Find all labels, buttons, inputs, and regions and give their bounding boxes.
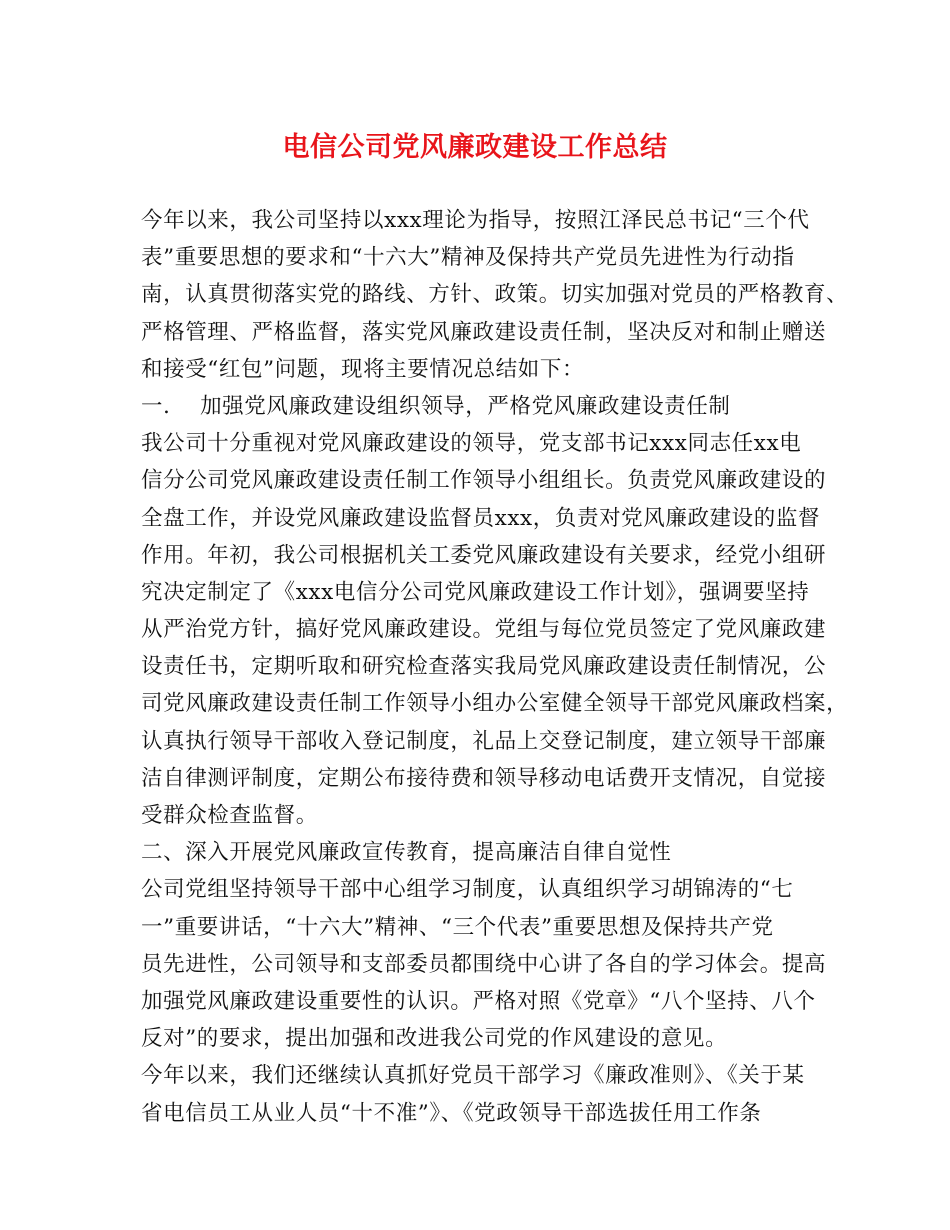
body-line: 表”重要思想的要求和“十六大”精神及保持共产党员先进性为行动指: [141, 245, 795, 271]
body-line: 洁自律测评制度，定期公布接待费和领导移动电话费开支情况，自觉接: [141, 765, 827, 791]
body-line: 今年以来，我们还继续认真抓好党员干部学习《廉政准则》、《关于某: [141, 1063, 805, 1089]
document-body: [141, 202, 849, 1132]
body-line: 全盘工作，并设党风廉政建设监督员xxx，负责对党风廉政建设的监督: [141, 505, 821, 531]
body-line: 作用。年初，我公司根据机关工委党风廉政建设有关要求，经党小组研: [141, 542, 827, 568]
body-line: 南，认真贯彻落实党的路线、方针、政策。切实加强对党员的严格教育、: [141, 282, 849, 308]
body-line: 究决定制定了《xxx电信分公司党风廉政建设工作计划》，强调要坚持: [141, 579, 810, 605]
document-title: 电信公司党风廉政建设工作总结: [282, 132, 668, 163]
body-line: 和接受“红包”问题，现将主要情况总结如下：: [141, 356, 585, 382]
body-line: 设责任书，定期听取和研究检查落实我局党风廉政建设责任制情况，公: [141, 654, 827, 680]
body-line: 公司党组坚持领导干部中心组学习制度，认真组织学习胡锦涛的“七: [141, 877, 794, 903]
body-line: 司党风廉政建设责任制工作领导小组办公室健全领导干部党风廉政档案，: [141, 691, 849, 717]
body-line: 信分公司党风廉政建设责任制工作领导小组组长。负责党风廉政建设的: [141, 468, 827, 494]
body-line: 反对”的要求，提出加强和改进我公司党的作风建设的意见。: [141, 1026, 728, 1052]
body-line: 一”重要讲话，“十六大”精神、“三个代表”重要思想及保持共产党: [141, 914, 774, 940]
body-line: 认真执行领导干部收入登记制度，礼品上交登记制度，建立领导干部廉: [141, 728, 827, 754]
body-line: 从严治党方针，搞好党风廉政建设。党组与每位党员签定了党风廉政建: [141, 617, 827, 643]
section-heading-2: 二、深入开展党风廉政宣传教育，提高廉洁自律自觉性: [141, 840, 672, 866]
body-line: 严格管理、严格监督，落实党风廉政建设责任制，坚决反对和制止赠送: [141, 319, 827, 345]
body-line: 我公司十分重视对党风廉政建设的领导，党支部书记xxx同志任xx电: [141, 431, 802, 457]
body-line: 加强党风廉政建设重要性的认识。严格对照《党章》“八个坚持、八个: [141, 988, 816, 1014]
body-line: 今年以来，我公司坚持以xxx理论为指导，按照江泽民总书记“三个代: [141, 208, 810, 233]
body-line: 受群众检查监督。: [141, 803, 318, 828]
body-line: 员先进性，公司领导和支部委员都围绕中心讲了各自的学习体会。提高: [141, 951, 827, 977]
section-heading-1: 一． 加强党风廉政建设组织领导，严格党风廉政建设责任制: [141, 393, 731, 419]
body-line: 省电信员工从业人员“十不准”》、《党政领导干部选拔任用工作条: [141, 1100, 762, 1126]
